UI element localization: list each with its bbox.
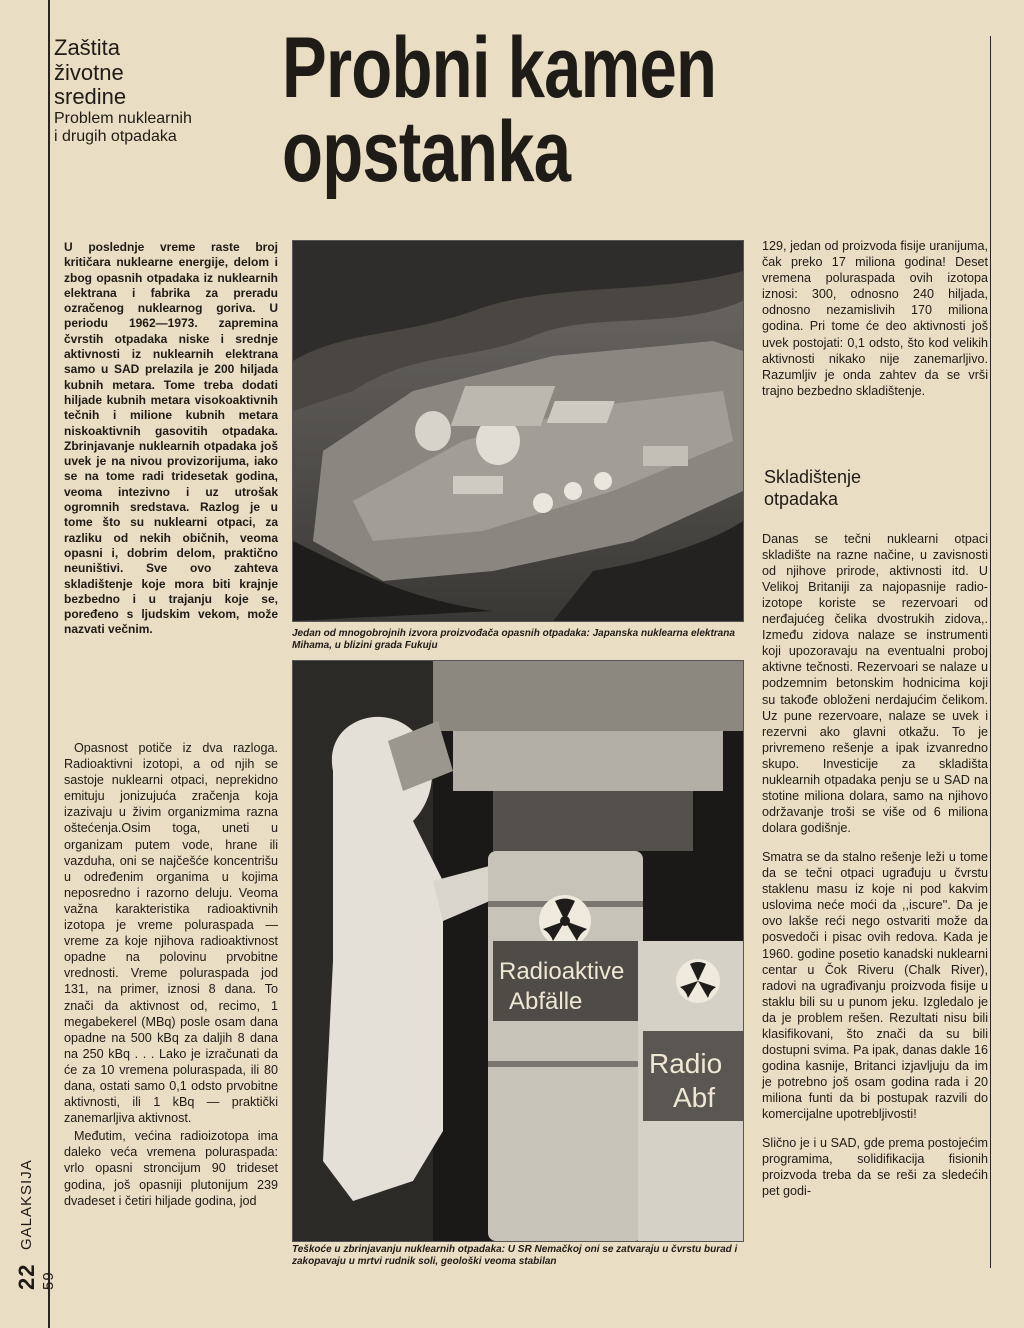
body-right-column [762,238,988,401]
subhead-line-2: otpadaka [764,489,839,509]
right-margin-rule [990,36,991,1268]
section-line-2: životne [54,59,124,85]
magazine-issue: GALAKSIJA 59 [18,1160,57,1290]
body-left-paragraph: Opasnost potiče iz dva razloga. Radioaktivni izotopi, a od njih se sastoje nuklearni otpaci, neprekidno emituju jonizujuća zračenja koja izazivaju u živim organizmima razna oštećenja.Osim toga, uneti u organizam putem vode, hrane ili vazduha, oni se najčešće koncentrišu u određenim organima u kojima neposredno i razorno deluju. Veoma važna karakteristika radioaktivnih izotopa je vreme poluraspada — vreme za koje njihova radioaktivnost opadne na polovinu prvobitne vrednosti. Vreme poluraspada jod 131, na primer, iznosi 8 dana. To znači da aktivnost od, recimo, 1 megabekerel (MBq) posle osam dana opadne na 500 kBq za daljih 8 dana na 250 kBq . . . Lako je izračunati da će za 10 vremena poluraspada, ili 80 dana, ostati samo 0,1 odsto prvobitne aktivnosti, ili 1 kBq — praktički zanemarljiva aktivnost. [64,741,278,1126]
drum-label-back-1: Radio [649,1048,723,1079]
photo-nuclear-plant [292,240,744,622]
subhead-storage [764,466,984,510]
waste-drums-illustration [293,661,743,1241]
headline-line-2: opstanka [282,104,571,201]
body-right-column-2 [762,518,988,1212]
body-right2-paragraph: Danas se tečni nuklearni otpaci skladište na razne načine, u zavisnosti od njihove prirode, aktivnosti itd. U Velikoj Britaniji za najopasnije radio-izotope koriste se rezervoari od nerđajućeg čelika dvostrukih zidova,. Između zidova nalaze se instrumenti koji upozoravaju na eventualni proboj aktivne tečnosti. Rezervoari se nalaze u podzemnim betonskim hodnicima koji su takođe obloženi nerdajućim čelikom. Uz pune rezervoare, nalaze se uvek i rezervni ako glavni otkažu. To je privremeno rešenje a ipak izvanredno skupo. Investicije za skladišta nuklearnih otpadaka penju se u SAD na stotine miliona dolara, samo na njihovo održavanje troši se više od 6 miliona dolara godišnje. [762,531,988,836]
section-label [54,36,274,146]
subhead-line-1: Skladištenje [764,467,862,487]
drum-label-front-2: Abfälle [509,988,583,1015]
headline [282,20,719,201]
left-margin-rule [48,0,50,1328]
photo-waste-drums [292,660,744,1242]
section-sub-1: Problem nuklearnih [54,109,192,127]
caption-photo-2: Teškoće u zbrinjavanju nuklearnih otpadaka: U SR Nemačkoj oni se zatvaraju u čvrstu burad i zakopavaju u mrtvi rudnik soli, geološki veoma stabilan [292,1244,738,1267]
aerial-plant-illustration [293,241,743,621]
section-line-3: sredine [54,84,127,110]
page-number: 22 [14,1263,39,1290]
lead-paragraph: U poslednje vreme raste broj kritičara nuklearne energije, delom i zbog opasnih otpadaka iz nuklearnih elektrana i fabrika za preradu ozračenog nuklearnog goriva. U periodu 1962—1973. zapremina čvrstih otpadaka niske i srednje aktivnosti iz nuklearnih elektrana samo u SAD prelazila je 200 hiljada kubnih metara. Tome treba dodati hiljade kubnih metara visokoaktivnih tečnih i milione kubnih metara niskoaktivnih gasovitih otpadaka. Zbrinjavanje nuklearnih otpadaka još uvek je na nivou provizorijuma, iako se na tome radi tridesetak godina, veoma intezivno i uz utrošak ogromnih sredstava. Razlog je u tome što su nuklearni otpaci, za razliku od nekih običnih, veoma opasni i, dobrim delom, praktično neuništivi. Sve ovo zahteva skladištenje koje mora biti krajnje bezbedno i u trajanju koje se, poređeno s ljudskim vekom, može nazvati večnim. [64,240,278,637]
headline-line-1: Probni kamen [282,20,717,116]
body-right-paragraph: 129, jedan od proizvoda fisije uranijuma, čak preko 17 miliona godina! Deset vremena poluraspada ovih izotopa iznosi: 300, odnosno 240 hiljada, odnosno nezamislivih 170 miliona godina. Pri tome će deo aktivnosti još uvek postojati: 0,1 odsto, što kod velikih aktivnosti nikako nije zanemarljivo. Razumljiv je onda zahtev da se vrši trajno bezbedno skladištenje. [762,239,988,398]
page-folio [14,1150,57,1290]
drum-label-front-1: Radioaktive [499,958,625,985]
body-left-paragraph: Međutim, većina radioizotopa ima daleko veća vremena poluraspada: vrlo opasni stroncijum 90 trideset godina, još opasniji plutonijum 239 dvadeset i četiri hiljade godina, jod [64,1129,278,1208]
section-sub-2: i drugih otpadaka [54,127,177,145]
section-line-1: Zaštita [54,35,121,60]
body-left-column [64,740,278,1211]
body-right2-paragraph: Smatra se da stalno rešenje leži u tome da se tečni otpaci ugrađuju u čvrstu staklenu masu iz koje ni pod kakvim uslovima neće moći da ,,iscure''. Da je ovo lakše reći nego ostvariti može da posvedoči i pisac ovih redova. Kada je 1960. godine posetio kanadski nuklearni centar u Čok Riveru (Chalk River), radovi na ugrađivanju proizvoda fisije u staklu bili su u punom jeku. Izgledalo je da je problem rešen. Rezultati nisu bili klasifikovani, što znači da su bili dostupni svima. Pa ipak, danas dakle 16 godina kasnije, Britanci izjavljuju da im je potrebno još osam godina rada i 20 miliona funti da bi postupak razvili do komercijalne upotrebljivosti! [762,849,988,1122]
drum-label-back-2: Abf [673,1082,716,1113]
caption-photo-1: Jedan od mnogobrojnih izvora proizvođača opasnih otpadaka: Japanska nuklearna elektrana Mihama, u blizini grada Fukuju [292,628,735,651]
body-right2-paragraph: Slično je i u SAD, gde prema postojećim programima, solidifikacija fisionih proizvoda treba da se reši za sledećih pet godi- [762,1136,988,1199]
